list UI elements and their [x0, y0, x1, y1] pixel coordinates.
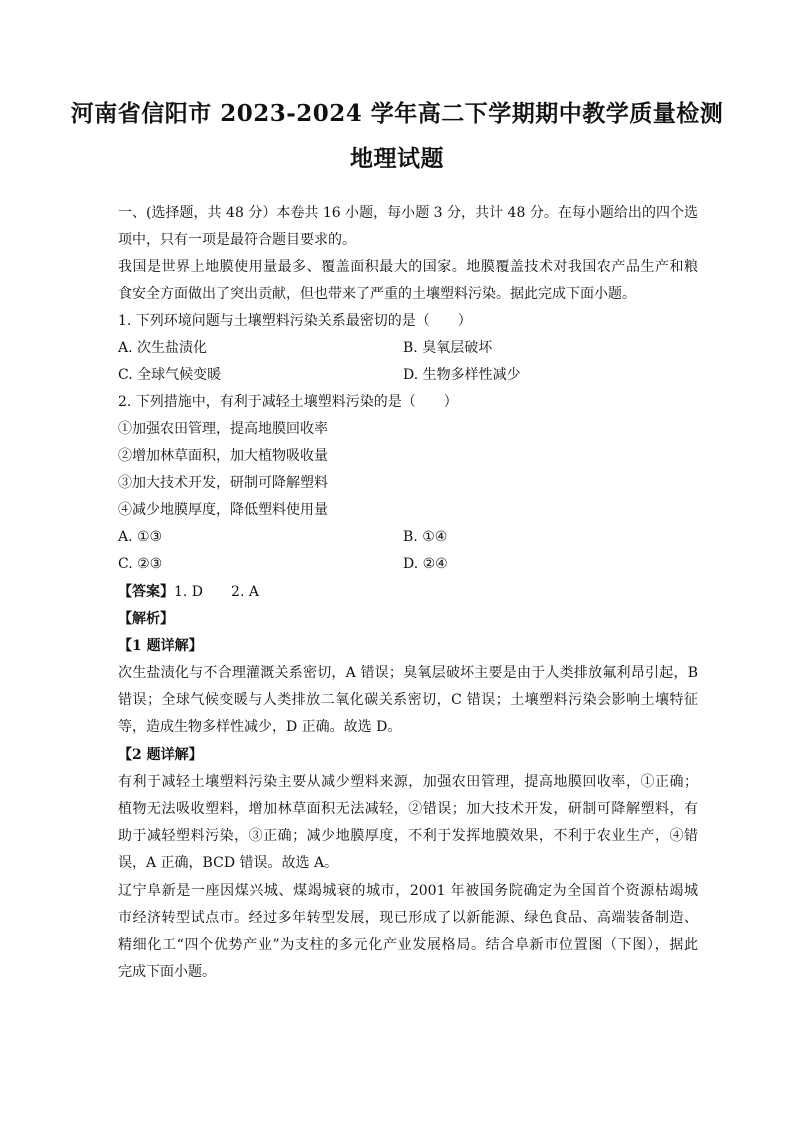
section-instructions-line2: 项中，只有一项是最符合题目要求的。	[118, 232, 356, 248]
passage2-line2: 市经济转型试点市。经过多年转型发展，现已形成了以新能源、绿色食品、高端装备制造、	[118, 910, 698, 926]
question2-item-1: ①加强农田管理，提高地膜回收率	[118, 421, 328, 437]
question2-stem: 2. 下列措施中，有利于减轻土壤塑料污染的是（ ）	[118, 394, 458, 410]
question1-stem: 1. 下列环境问题与土壤塑料污染关系最密切的是（ ）	[118, 313, 472, 329]
section-instructions-line1: 一、(选择题，共 48 分）本卷共 16 小题，每小题 3 分，共计 48 分。在每小题给出的四个选	[118, 205, 698, 221]
question2-item-2: ②增加林草面积，加大植物吸收量	[118, 448, 328, 464]
detail1-line2: 错误；全球气候变暖与人类排放二氧化碳关系密切，C 错误；土壤塑料污染会影响土壤特征	[118, 692, 698, 708]
question2-item-3: ③加大技术开发，研制可降解塑料	[118, 475, 328, 491]
detail2-line4: 误，A 正确，BCD 错误。故选 A。	[118, 855, 339, 871]
question2-item-4: ④减少地膜厚度，降低塑料使用量	[118, 502, 328, 518]
question1-option-c: C. 全球气候变暖	[118, 367, 222, 383]
question1-option-d: D. 生物多样性减少	[403, 367, 521, 383]
detail2-label: 【2 题详解】	[118, 747, 203, 763]
detail1-line1: 次生盐渍化与不合理灌溉关系密切，A 错误；臭氧层破坏主要是由于人类排放氟利昂引起，B	[118, 665, 698, 681]
detail2-line1: 有利于减轻土壤塑料污染主要从减少塑料来源，加强农田管理，提高地膜回收率，①正确；	[118, 774, 698, 790]
question2-option-d: D. ②④	[403, 556, 448, 572]
document-subtitle: 地理试题	[350, 145, 444, 172]
question1-option-a: A. 次生盐渍化	[118, 340, 208, 356]
detail1-label: 【1 题详解】	[118, 638, 203, 654]
question1-option-b: B. 臭氧层破坏	[403, 340, 493, 356]
passage2-line1: 辽宁阜新是一座因煤兴城、煤竭城衰的城市，2001 年被国务院确定为全国首个资源枯竭城	[118, 883, 698, 899]
analysis-label: 【解析】	[118, 611, 174, 627]
passage1-line1: 我国是世界上地膜使用量最多、覆盖面积最大的国家。地膜覆盖技术对我国农产品生产和粮	[118, 259, 698, 275]
detail2-line2: 植物无法吸收塑料，增加林草面积无法减轻，②错误；加大技术开发，研制可降解塑料，有	[118, 801, 698, 817]
question2-option-b: B. ①④	[403, 529, 448, 545]
answer-label: 【答案】	[118, 584, 174, 600]
answer-2: 2. A	[231, 584, 259, 600]
detail1-line3: 等，造成生物多样性减少，D 正确。故选 D。	[118, 719, 402, 735]
passage2-line3: 精细化工“四个优势产业”为支柱的多元化产业发展格局。结合阜新市位置图（下图），据此	[118, 937, 698, 953]
passage2-line4: 完成下面小题。	[118, 964, 216, 980]
answer-1: 1. D	[174, 584, 204, 600]
passage1-line2: 食安全方面做出了突出贡献，但也带来了严重的土壤塑料污染。据此完成下面小题。	[118, 286, 636, 302]
detail2-line3: 助于减轻塑料污染，③正确；减少地膜厚度，不利于发挥地膜效果，不利于农业生产，④错	[118, 828, 698, 844]
question2-option-c: C. ②③	[118, 556, 163, 572]
question2-option-a: A. ①③	[118, 529, 163, 545]
answer-line	[118, 582, 698, 602]
document-title: 河南省信阳市 2023-2024 学年高二下学期期中教学质量检测	[70, 100, 724, 127]
